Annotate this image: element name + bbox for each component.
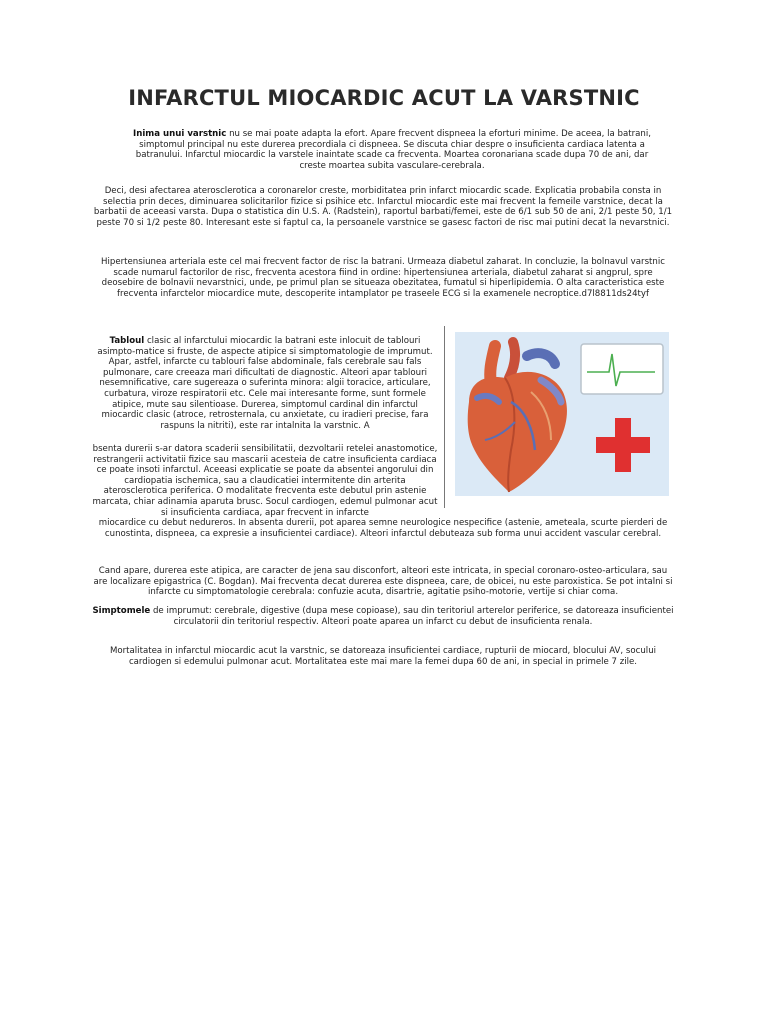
ecg-monitor-icon bbox=[581, 344, 663, 394]
paragraph-4 bbox=[92, 336, 438, 431]
paragraph-lead: Simptomele bbox=[92, 606, 151, 616]
paragraph-6: Cand apare, durerea este atipica, are caracter de jena sau disconfort, alteori este intricata, in special coronaro-osteo-articulara, sau are localizare epigastrica (C. Bogdan). Mai frecventa decat durerea este dispneea, care, de obicei, nu este paroxistica. Se pot intalni si infarcte cu simptomatologie cerebrala: confuzie acuta, disartrie, agitatie psiho-motorie, vertije si chiar coma. bbox=[93, 566, 673, 598]
page-title: INFARCTUL MIOCARDIC ACUT LA VARSTNIC bbox=[128, 86, 640, 110]
column-divider bbox=[444, 326, 445, 508]
paragraph-lead: Tabloul bbox=[109, 336, 145, 346]
paragraph-text: de imprumut: cerebrale, digestive (dupa mese copioase), sau din teritoriul arterelor periferice, se datoreaza insuficientei circulatorii din teritoriul respectiv. Alteori poate aparea un infarct cu debut de insuficienta renala. bbox=[150, 606, 674, 627]
paragraph-5: bsenta durerii s-ar datora scaderii sensibilitatii, dezvoltarii retelei anastomotice, restrangerii activitatii fizice sau mascarii acesteia de catre insuficienta cardiaca ce poate insoti infarctul. Aceeasi explicatie se poate da absentei angorului din cardiopatia ischemica, sau a claudicatiei intermitente din arterita aterosclerotica periferica. O modalitate frecventa este debutul prin astenie marcata, chiar adinamia aparuta brusc. Socul cardiogen, edemul pulmonar acut si insuficienta cardiaca, apar frecvent in infarcte bbox=[92, 444, 438, 518]
paragraph-3: Hipertensiunea arteriala este cel mai frecvent factor de risc la batrani. Urmeaza diabetul zaharat. In concluzie, la bolnavul varstnic scade numarul factorilor de risc, frecventa acestora fiind in ordine: hipertensiunea arteriala, diabetul zaharat si angprul, spre deosebire de bolnavii nevarstnici, unde, pe primul plan se situeaza obezitatea, fumatul si hiperlipidemia. O alta caracteristica este frecventa infarctelor miocardice mute, descoperite intamplator pe traseele ECG si la examenele necroptice.d7l8811ds24tyf bbox=[101, 257, 665, 299]
paragraph-7 bbox=[92, 606, 674, 627]
paragraph-lead: Inima unui varstnic bbox=[133, 129, 227, 139]
paragraph-text: clasic al infarctului miocardic la batrani este inlocuit de tablouri asimpto-matice si fruste, de aspecte atipice si simptomatologie de imprumut. Apar, astfel, infarcte cu tablouri false abdominale, fals cerebrale sau fals pulmonare, care creeaza mari dificultati de diagnostic. Alteori apar tablouri nesemnificative, care sugereaza o suferinta minora: algii toracice, articulare, curbatura, viroze respiratorii etc. Cele mai interesante forme, sunt formele atipice, mute sau silentioase. Durerea, simptomul cardinal din infarctul miocardic clasic (atroce, retrosternala, cu anxietate, cu iradieri precise, fara raspuns la nitriti), este rar intalnita la varstnic. A bbox=[97, 336, 433, 431]
heart-illustration bbox=[455, 332, 669, 496]
paragraph-1 bbox=[132, 129, 652, 171]
paragraph-5-continued: miocardice cu debut nedureros. In absenta durerii, pot aparea semne neurologice nespecifice (astenie, ameteala, scurte pierderi de cunostinta, dispneea, ca expresie a insuficientei cardiace). Alteori infarctul debuteaza sub forma unui accident vascular cerebral. bbox=[98, 518, 668, 539]
paragraph-2: Deci, desi afectarea aterosclerotica a coronarelor creste, morbiditatea prin infarct miocardic scade. Explicatia probabila consta in selectia prin deces, diminuarea solicitarilor fizice si psihice etc. Infarctul miocardic este mai frecvent la femeile varstnice, decat la barbatii de aceeasi varsta. Dupa o statistica din U.S. A. (Radstein), raportul barbati/femei, este de 6/1 sub 50 de ani, 2/1 peste 50, 1/1 peste 70 si 1/2 peste 80. Interesant este si faptul ca, la persoanele varstnice se gasesc factori de risc mai putini decat la nevarstnici. bbox=[93, 186, 673, 228]
paragraph-8: Mortalitatea in infarctul miocardic acut la varstnic, se datoreaza insuficientei cardiace, rupturii de miocard, blocului AV, socului cardiogen si edemului pulmonar acut. Mortalitatea este mai mare la femei dupa 60 de ani, in special in primele 7 zile. bbox=[109, 646, 657, 667]
paragraph-text: nu se mai poate adapta la efort. Apare frecvent dispneea la eforturi minime. De aceea, la batrani, simptomul principal nu este durerea precordiala ci dispneea. Se discuta chiar despre o insuficienta cardiaca latenta a batranului. Infarctul miocardic la varstele inaintate scade ca frecventa. Moartea coronariana scade dupa 70 de ani, dar creste moartea subita vasculare-cerebrala. bbox=[135, 129, 651, 171]
